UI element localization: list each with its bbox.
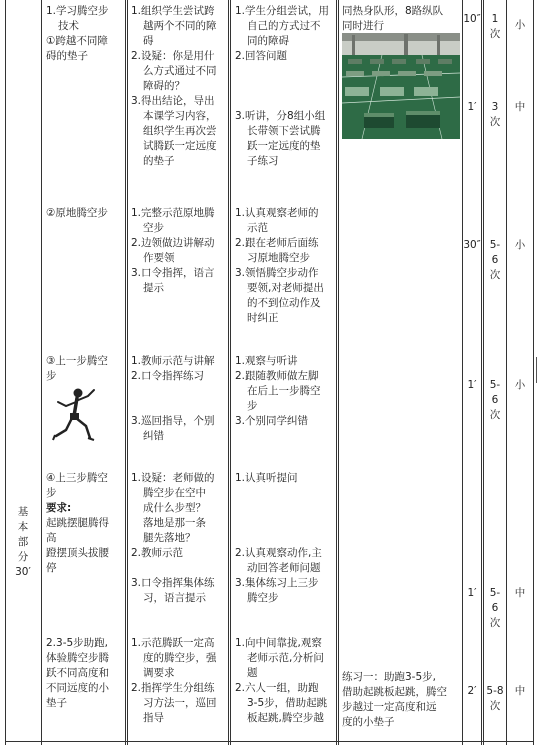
row4-student: 1.认真听提问 2.认真观察动作,主 动回答老师问题 3.集体练习上三步 腾空步 — [235, 472, 322, 604]
row3-count: 5- 6 次 — [489, 379, 501, 421]
row2-content: ②原地腾空步 — [46, 207, 108, 219]
row1-count-2: 3 次 — [489, 101, 501, 128]
row4-content: ④上三步腾空 步 要求: 起跳摆腿腾得 高 蹬摆顶头拔腰 停 — [46, 472, 109, 574]
row4-intensity: 中 — [514, 587, 526, 599]
row2-intensity: 小 — [514, 239, 526, 251]
row2-time: 30″ — [463, 239, 481, 251]
grid-line — [533, 0, 534, 745]
grid-line — [41, 0, 42, 745]
row4-count: 5- 6 次 — [489, 587, 501, 629]
row3-teacher: 1.教师示范与讲解 2.口令指挥练习 3.巡回指导，个别 纠错 — [131, 355, 215, 442]
row4-time: 1′ — [467, 587, 477, 599]
row3-student: 1.观察与听讲 2.跟随教师做左脚 在后上一步腾空 步 3.个别同学纠错 — [235, 355, 321, 427]
running-figure-icon — [52, 386, 102, 448]
edge-mark — [536, 357, 537, 383]
row5-student: 1.向中间靠拢,观察 老师示范,分析问 题 2.六人一组，助跑 3-5步，借助起跳 板起跳,腾空步越 — [235, 637, 328, 724]
grid-line — [125, 0, 128, 745]
row1-organization: 同热身队形，8路纵队 同时进行 — [342, 5, 444, 32]
row5-content: 2.3-5步助跑, 体验腾空步腾 跃不同高度和 不同远度的小 垫子 — [46, 637, 109, 709]
row3-intensity: 小 — [514, 379, 526, 391]
row2-teacher: 1.完整示范原地腾 空步 2.边领做边讲解动 作要领 3.口令指挥，语言 提示 — [131, 207, 215, 294]
row5-intensity: 中 — [514, 685, 526, 697]
row1-intensity-2: 中 — [514, 101, 526, 113]
row1-time-2: 1′ — [467, 101, 477, 113]
row5-organization: 练习一：助跑3-5步, 借助起跳板起跳，腾空 步越过一定高度和远 度的小垫子 — [342, 671, 447, 728]
row5-time: 2′ — [467, 685, 477, 697]
grid-line — [5, 0, 6, 745]
grid-line — [228, 0, 231, 745]
row1-student: 1.学生分组尝试，用 自己的方式过不 同的障碍 2.回答问题 3.听讲，分8组小组 长带领下尝试腾 跃一定远度的垫 子练习 — [235, 5, 330, 167]
row3-time: 1′ — [467, 379, 477, 391]
row1-time-1: 10″ — [463, 13, 481, 25]
row5-count: 5-8 次 — [486, 685, 504, 712]
row4-teacher: 1.设疑：老师做的 腾空步在空中 成什么步型？ 落地是那一条 腿先落地？ 2.教师示范 3.口令指挥集体练 习，语言提示 — [131, 472, 215, 604]
row1-teacher: 1.组织学生尝试跨 越两个不同的障 碍 2.设疑：你是用什 么方式通过不同 障碍的？ 3.得出结论，导出 本课学习内容， 组织学生再次尝 试腾跃一定远度 的垫子 — [131, 5, 217, 167]
row1-count-1: 1 次 — [489, 13, 501, 40]
row3-content: ③上一步腾空 步 — [46, 355, 108, 382]
row2-count: 5- 6 次 — [489, 239, 501, 281]
grid-line — [336, 0, 339, 745]
row1-intensity-1: 小 — [514, 19, 526, 31]
section-label: 基 本 部 分 30′ — [15, 506, 31, 578]
row5-teacher: 1.示范腾跃一定高 度的腾空步，强 调要求 2.指挥学生分组练 习方法一，巡回 指导 — [131, 637, 217, 724]
row1-content: 1.学习腾空步 技术 ①跨越不同障 碍的垫子 — [46, 5, 109, 62]
gym-mats-photo — [342, 33, 460, 139]
row2-student: 1.认真观察老师的 示范 2.跟在老师后面练 习原地腾空步 3.领悟腾空步动作 要领,对老师提出 的不到位动作及 时纠正 — [235, 207, 324, 324]
grid-line — [5, 741, 533, 742]
gym-mats-image — [342, 33, 460, 139]
